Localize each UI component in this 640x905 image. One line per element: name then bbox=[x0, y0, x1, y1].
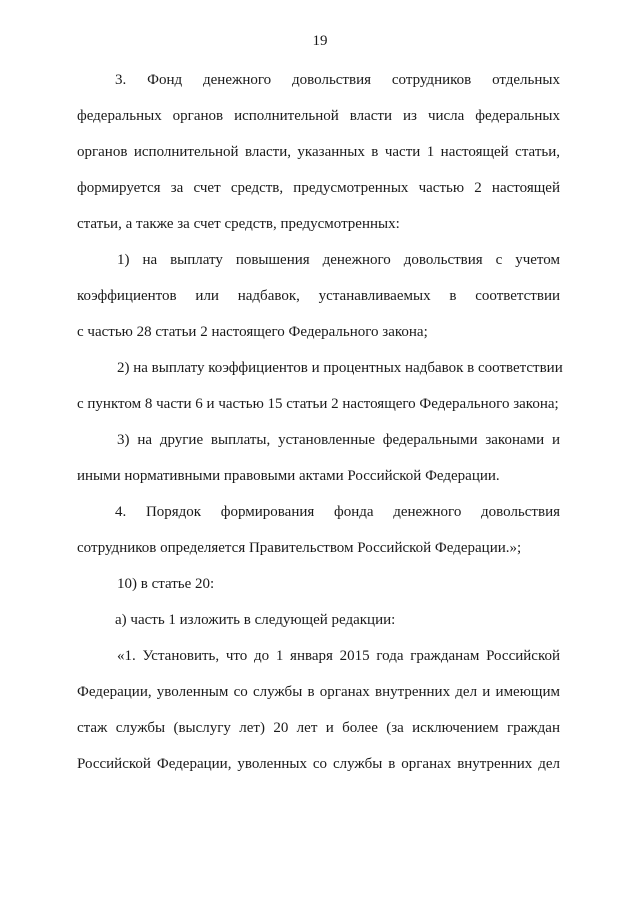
list-item-2 bbox=[77, 350, 563, 422]
text-line: сотрудников определяется Правительством Российской Федерации.»; bbox=[77, 540, 522, 556]
text-line: 3. Фонд денежного довольствия сотрудников отдельных bbox=[115, 72, 560, 88]
paragraph-fund-procedure bbox=[77, 494, 560, 566]
paragraph-new-part-1 bbox=[77, 638, 560, 782]
text-line: органов исполнительной власти, указанных в части 1 настоящей статьи, bbox=[77, 144, 560, 160]
amendment-subitem-a bbox=[77, 602, 560, 638]
page-number: 19 bbox=[312, 33, 328, 49]
text-line: 10) в статье 20: bbox=[117, 576, 215, 592]
text-line: формируется за счет средств, предусмотренных частью 2 настоящей bbox=[77, 180, 560, 196]
text-line: Российской Федерации, уволенных со службы в органах внутренних дел bbox=[77, 756, 560, 772]
text-line: 1) на выплату повышения денежного довольствия с учетом bbox=[117, 252, 560, 268]
text-line: а) часть 1 изложить в следующей редакции: bbox=[115, 612, 396, 628]
list-item-1 bbox=[77, 242, 560, 350]
text-line: статьи, а также за счет средств, предусмотренных: bbox=[77, 216, 400, 232]
text-line: с пунктом 8 части 6 и частью 15 статьи 2 настоящего Федерального закона; bbox=[77, 396, 559, 412]
text-line: федеральных органов исполнительной власти из числа федеральных bbox=[77, 108, 560, 124]
amendment-item-10 bbox=[77, 566, 560, 602]
text-line: 4. Порядок формирования фонда денежного довольствия bbox=[115, 504, 560, 520]
text-line: Федерации, уволенным со службы в органах внутренних дел и имеющим bbox=[77, 684, 560, 700]
text-line: коэффициентов или надбавок, устанавливаемых в соответствии bbox=[77, 288, 560, 304]
text-line: с частью 28 статьи 2 настоящего Федерального закона; bbox=[77, 324, 428, 340]
paragraph-fund-composition bbox=[77, 62, 560, 242]
list-item-3 bbox=[77, 422, 560, 494]
text-line: 2) на выплату коэффициентов и процентных надбавок в соответствии bbox=[117, 360, 563, 376]
document-body bbox=[77, 62, 563, 782]
text-line: иными нормативными правовыми актами Российской Федерации. bbox=[77, 468, 500, 484]
text-line: стаж службы (выслугу лет) 20 лет и более (за исключением граждан bbox=[77, 720, 560, 736]
text-line: «1. Установить, что до 1 января 2015 года гражданам Российской bbox=[117, 648, 560, 664]
text-line: 3) на другие выплаты, установленные федеральными законами и bbox=[117, 432, 560, 448]
